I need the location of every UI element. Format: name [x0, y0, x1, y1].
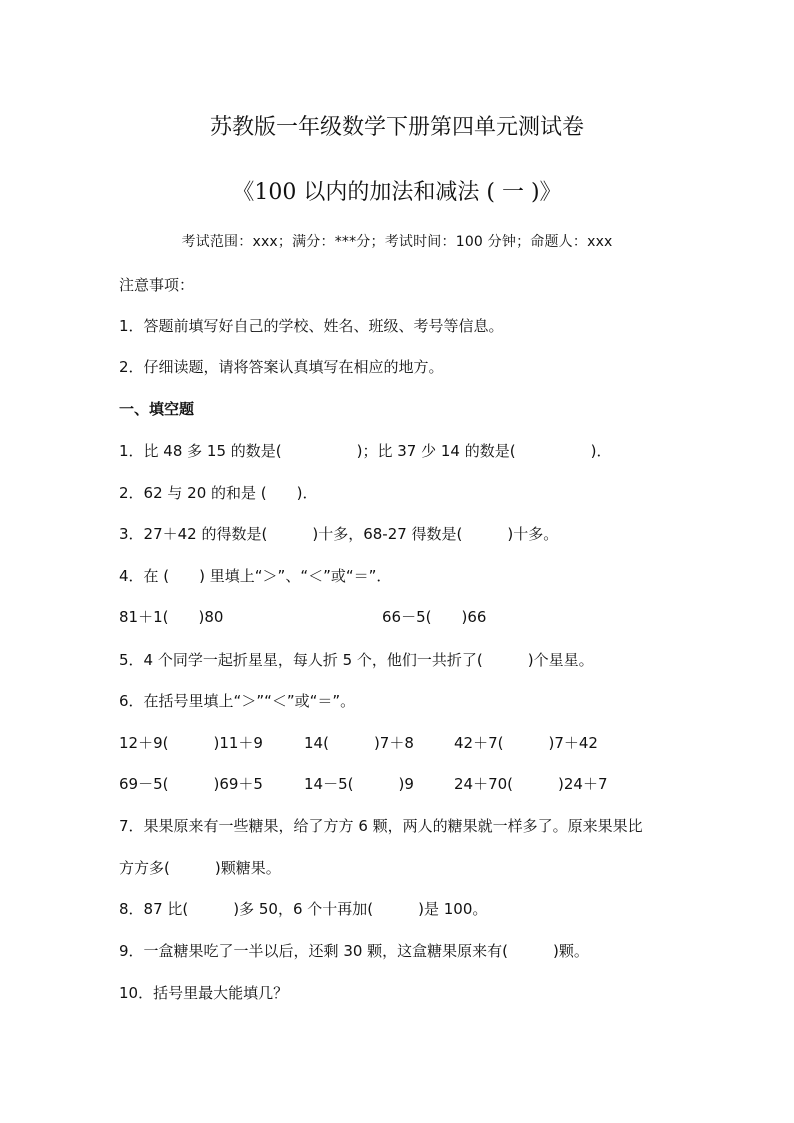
notice-item: 1．答题前填写好自己的学校、姓名、班级、考号等信息。: [119, 317, 504, 335]
section-heading: 一、填空题: [119, 400, 195, 418]
question-6-item: 24＋70( )24＋7: [454, 775, 608, 793]
question-6: 6．在括号里填上“＞”“＜”或“＝”。: [119, 692, 356, 710]
question-6-item: 14－5( )9: [304, 775, 414, 793]
question-4: 4．在 ( ) 里填上“＞”、“＜”或“＝”．: [119, 567, 392, 585]
question-2: 2．62 与 20 的和是 ( )．: [119, 484, 318, 502]
question-7: 7．果果原来有一些糖果，给了方方 6 颗，两人的糖果就一样多了。原来果果比: [119, 817, 643, 835]
notice-item: 2．仔细读题，请将答案认真填写在相应的地方。: [119, 358, 444, 376]
question-6-item: 12＋9( )11＋9: [119, 734, 263, 752]
question-8: 8．87 比( )多 50，6 个十再加( )是 100。: [119, 900, 488, 918]
question-3: 3．27＋42 的得数是( )十多，68-27 得数是( )十多。: [119, 525, 559, 543]
notice-heading: 注意事项：: [119, 276, 195, 294]
question-10: 10．括号里最大能填几？: [119, 984, 289, 1002]
question-4-item: 66－5( )66: [382, 608, 487, 626]
question-5: 5．4 个同学一起折星星，每人折 5 个，他们一共折了( )个星星。: [119, 651, 594, 669]
question-4-item: 81＋1( )80: [119, 608, 224, 626]
question-6-item: 14( )7＋8: [304, 734, 414, 752]
question-6-item: 69－5( )69＋5: [119, 775, 263, 793]
exam-info: 考试范围：xxx；满分：***分；考试时间：100 分钟；命题人：xxx: [181, 234, 613, 250]
question-6-item: 42＋7( )7＋42: [454, 734, 598, 752]
question-1: 1．比 48 多 15 的数是( )；比 37 少 14 的数是( )．: [119, 442, 612, 460]
exam-subtitle: 《100 以内的加法和减法 ( 一 )》: [232, 180, 562, 205]
exam-title: 苏教版一年级数学下册第四单元测试卷: [209, 115, 584, 140]
question-9: 9．一盒糖果吃了一半以后，还剩 30 颗，这盒糖果原来有( )颗。: [119, 942, 589, 960]
question-7-cont: 方方多( )颗糖果。: [119, 859, 281, 877]
